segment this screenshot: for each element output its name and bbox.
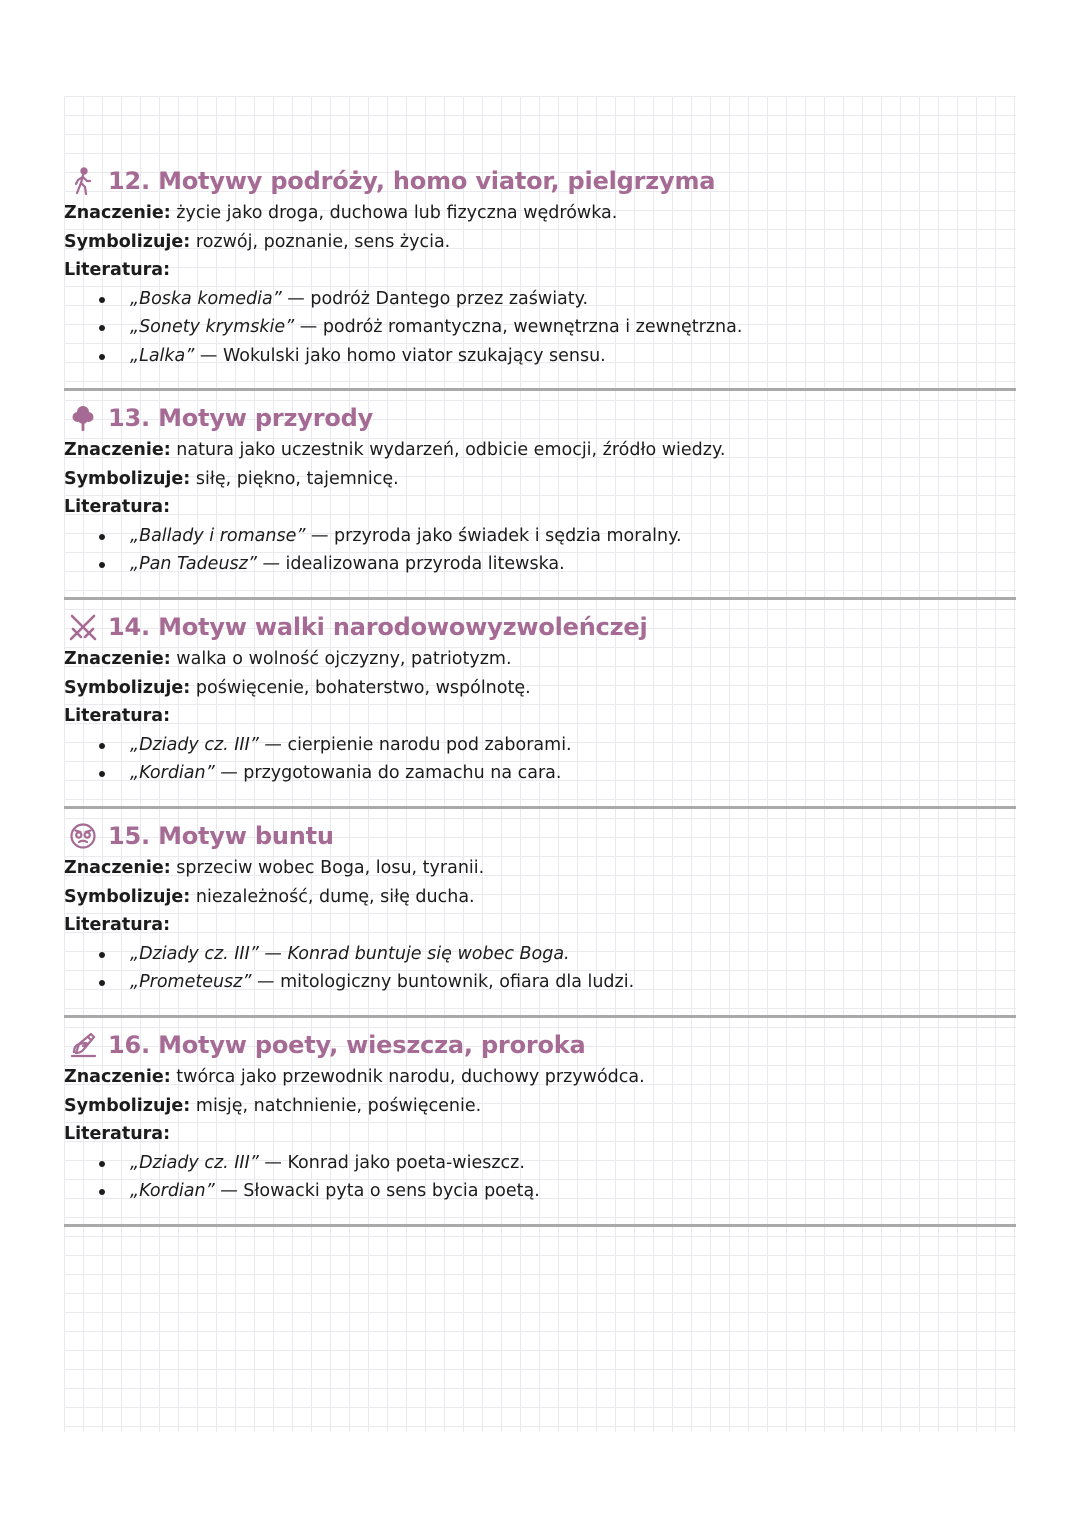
list-item: „Ballady i romanse” — przyroda jako świadek i sędzia moralny. bbox=[64, 522, 1016, 551]
literature-label: Literatura: bbox=[64, 706, 171, 726]
literature-list bbox=[64, 522, 1016, 579]
crossed-swords-icon bbox=[68, 612, 98, 642]
symbolizes-line: Symbolizuje: poświęcenie, bohaterstwo, wspólnotę. bbox=[64, 677, 531, 698]
list-item: „Lalka” — Wokulski jako homo viator szukający sensu. bbox=[64, 342, 1016, 371]
section-divider bbox=[64, 1224, 1016, 1227]
section-heading bbox=[64, 609, 1016, 645]
angry-face-icon bbox=[68, 821, 98, 851]
literature-list bbox=[64, 285, 1016, 371]
list-item: „Kordian” — Słowacki pyta o sens bycia poetą. bbox=[64, 1177, 1016, 1206]
tree-icon bbox=[68, 403, 98, 433]
meaning-line: Znaczenie: twórca jako przewodnik narodu, duchowy przywódca. bbox=[64, 1067, 645, 1087]
section-heading bbox=[64, 1027, 1016, 1063]
meaning-line: Znaczenie: sprzeciw wobec Boga, losu, tyranii. bbox=[64, 858, 485, 878]
section-nature-motif bbox=[64, 400, 1016, 579]
list-item: „Dziady cz. III” — Konrad buntuje się wobec Boga. bbox=[64, 940, 1016, 969]
literature-label: Literatura: bbox=[64, 1124, 171, 1144]
section-title: 13. Motyw przyrody bbox=[108, 404, 374, 432]
list-item: „Dziady cz. III” — Konrad jako poeta-wieszcz. bbox=[64, 1149, 1016, 1178]
list-item: „Sonety krymskie” — podróż romantyczna, wewnętrzna i zewnętrzna. bbox=[64, 313, 1016, 342]
section-heading bbox=[64, 818, 1016, 854]
meaning-line: Znaczenie: życie jako droga, duchowa lub fizyczna wędrówka. bbox=[64, 203, 618, 223]
literature-label: Literatura: bbox=[64, 260, 171, 280]
list-item: „Kordian” — przygotowania do zamachu na cara. bbox=[64, 759, 1016, 788]
symbolizes-line: Symbolizuje: rozwój, poznanie, sens życia. bbox=[64, 231, 451, 252]
section-title: 12. Motywy podróży, homo viator, pielgrzyma bbox=[108, 167, 716, 195]
literature-list bbox=[64, 940, 1016, 997]
section-national-liberation-motif bbox=[64, 609, 1016, 788]
section-divider bbox=[64, 806, 1016, 809]
section-poet-motif bbox=[64, 1027, 1016, 1206]
list-item: „Prometeusz” — mitologiczny buntownik, ofiara dla ludzi. bbox=[64, 968, 1016, 997]
section-heading bbox=[64, 163, 1016, 199]
section-divider bbox=[64, 1015, 1016, 1018]
section-divider bbox=[64, 388, 1016, 391]
section-heading bbox=[64, 400, 1016, 436]
symbolizes-line: Symbolizuje: niezależność, dumę, siłę ducha. bbox=[64, 886, 475, 907]
list-item: „Boska komedia” — podróż Dantego przez zaświaty. bbox=[64, 285, 1016, 314]
section-title: 15. Motyw buntu bbox=[108, 822, 334, 850]
section-divider bbox=[64, 597, 1016, 600]
literature-label: Literatura: bbox=[64, 497, 171, 517]
section-travel-motif bbox=[64, 163, 1016, 370]
symbolizes-line: Symbolizuje: misję, natchnienie, poświęcenie. bbox=[64, 1095, 482, 1116]
section-title: 14. Motyw walki narodowowyzwoleńczej bbox=[108, 613, 648, 641]
list-item: „Pan Tadeusz” — idealizowana przyroda litewska. bbox=[64, 550, 1016, 579]
literature-label: Literatura: bbox=[64, 915, 171, 935]
list-item: „Dziady cz. III” — cierpienie narodu pod zaborami. bbox=[64, 731, 1016, 760]
symbolizes-line: Symbolizuje: siłę, piękno, tajemnicę. bbox=[64, 468, 399, 489]
walking-person-icon bbox=[68, 166, 98, 196]
writing-hand-icon bbox=[68, 1030, 98, 1060]
literature-list bbox=[64, 1149, 1016, 1206]
section-title: 16. Motyw poety, wieszcza, proroka bbox=[108, 1031, 586, 1059]
section-rebellion-motif bbox=[64, 818, 1016, 997]
meaning-line: Znaczenie: walka o wolność ojczyzny, patriotyzm. bbox=[64, 649, 512, 669]
literature-list bbox=[64, 731, 1016, 788]
meaning-line: Znaczenie: natura jako uczestnik wydarzeń, odbicie emocji, źródło wiedzy. bbox=[64, 440, 726, 460]
